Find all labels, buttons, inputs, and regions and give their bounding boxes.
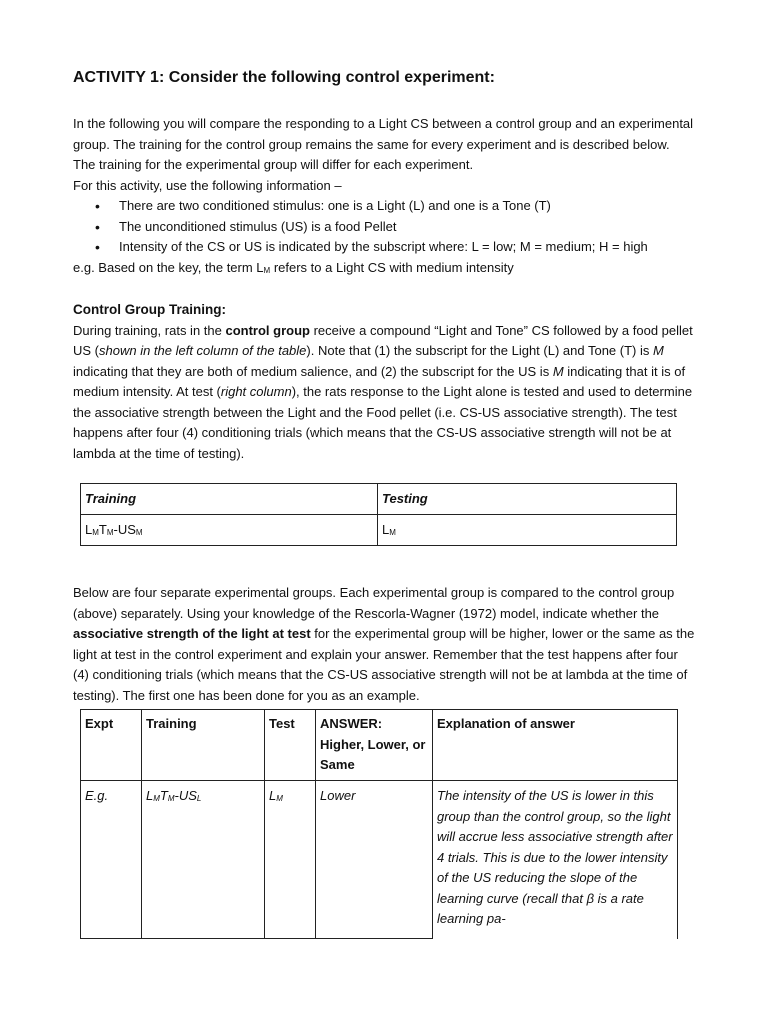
control-heading: Control Group Training:	[73, 302, 226, 317]
activity-title: ACTIVITY 1: Consider the following control experiment:	[73, 69, 495, 86]
training-cell: $L_MT_M-US_L$	[142, 781, 265, 939]
experimental-instructions: Below are four separate experimental groups. Each experimental group is compared to the control group (above) separately. Using your knowledge of the Rescorla-Wagner (1972) model, indicate whether the associative strength of the light at test for the experimental group will be higher, lower or the same as the light at test in the control experiment and explain your answer. Remember that the test happens after four (4) conditioning trials (which means that the CS-US associative strength will not be at lambda at the time of testing). The first one has been done for you as an example.	[73, 585, 695, 703]
training-header: Training	[81, 484, 378, 515]
expt-header: Expt	[81, 710, 142, 781]
intro-info-line: For this activity, use the following information –	[73, 177, 342, 193]
explanation-cell: The intensity of the US is lower in this group than the control group, so the light will accrue less associative strength after 4 trials. This is due to the lower intensity of the US reducing the slope of the learning curve (recall that β is a rate learning pa-	[433, 781, 678, 939]
list-item: • The unconditioned stimulus (US) is a food Pellet	[73, 217, 695, 238]
control-testing-cell: $L_M$	[378, 515, 677, 546]
training-col-header: Training	[142, 710, 265, 781]
answer-col-header: ANSWER: Higher, Lower, or Same	[316, 710, 433, 781]
testing-header: Testing	[378, 484, 677, 515]
table-row	[81, 781, 678, 939]
expt-cell: E.g.	[81, 781, 142, 939]
control-training-cell: $L_MT_M-US_M$	[81, 515, 378, 546]
key-example: e.g. Based on the key, the term $L_M$ refers to a Light CS with medium intensity	[73, 259, 514, 275]
answer-cell: Lower	[316, 781, 433, 939]
intro-paragraph: In the following you will compare the responding to a Light CS between a control group and an experimental group. The training for the control group remains the same for every experiment and is described below. The training for the experimental group will differ for each experiment.	[73, 116, 694, 172]
list-item: • There are two conditioned stimulus: one is a Light (L) and one is a Tone (T)	[73, 196, 695, 217]
document-page	[73, 66, 695, 939]
answer-table	[80, 709, 678, 939]
control-table	[80, 483, 677, 546]
explanation-col-header: Explanation of answer	[433, 710, 678, 781]
control-description: During training, rats in the control group receive a compound “Light and Tone” CS followed by a food pellet US (shown in the left column of the table). Note that (1) the subscript for the Light (L) and Tone (T) is M indicating that they are both of medium salience, and (2) the subscript for the US is M indicating that it is of medium intensity. At test (right column), the rats response to the Light alone is tested and used to determine the associative strength between the Light and the Food pellet (i.e. CS-US associative strength). The test happens after four (4) conditioning trials (which means that the CS-US associative strength will not be at lambda at the time of testing).	[73, 322, 693, 461]
list-item: • Intensity of the CS or US is indicated by the subscript where: L = low; M = medium; H = high	[73, 237, 695, 258]
info-list	[73, 196, 695, 258]
test-col-header: Test	[265, 710, 316, 781]
test-cell: $L_M$	[265, 781, 316, 939]
